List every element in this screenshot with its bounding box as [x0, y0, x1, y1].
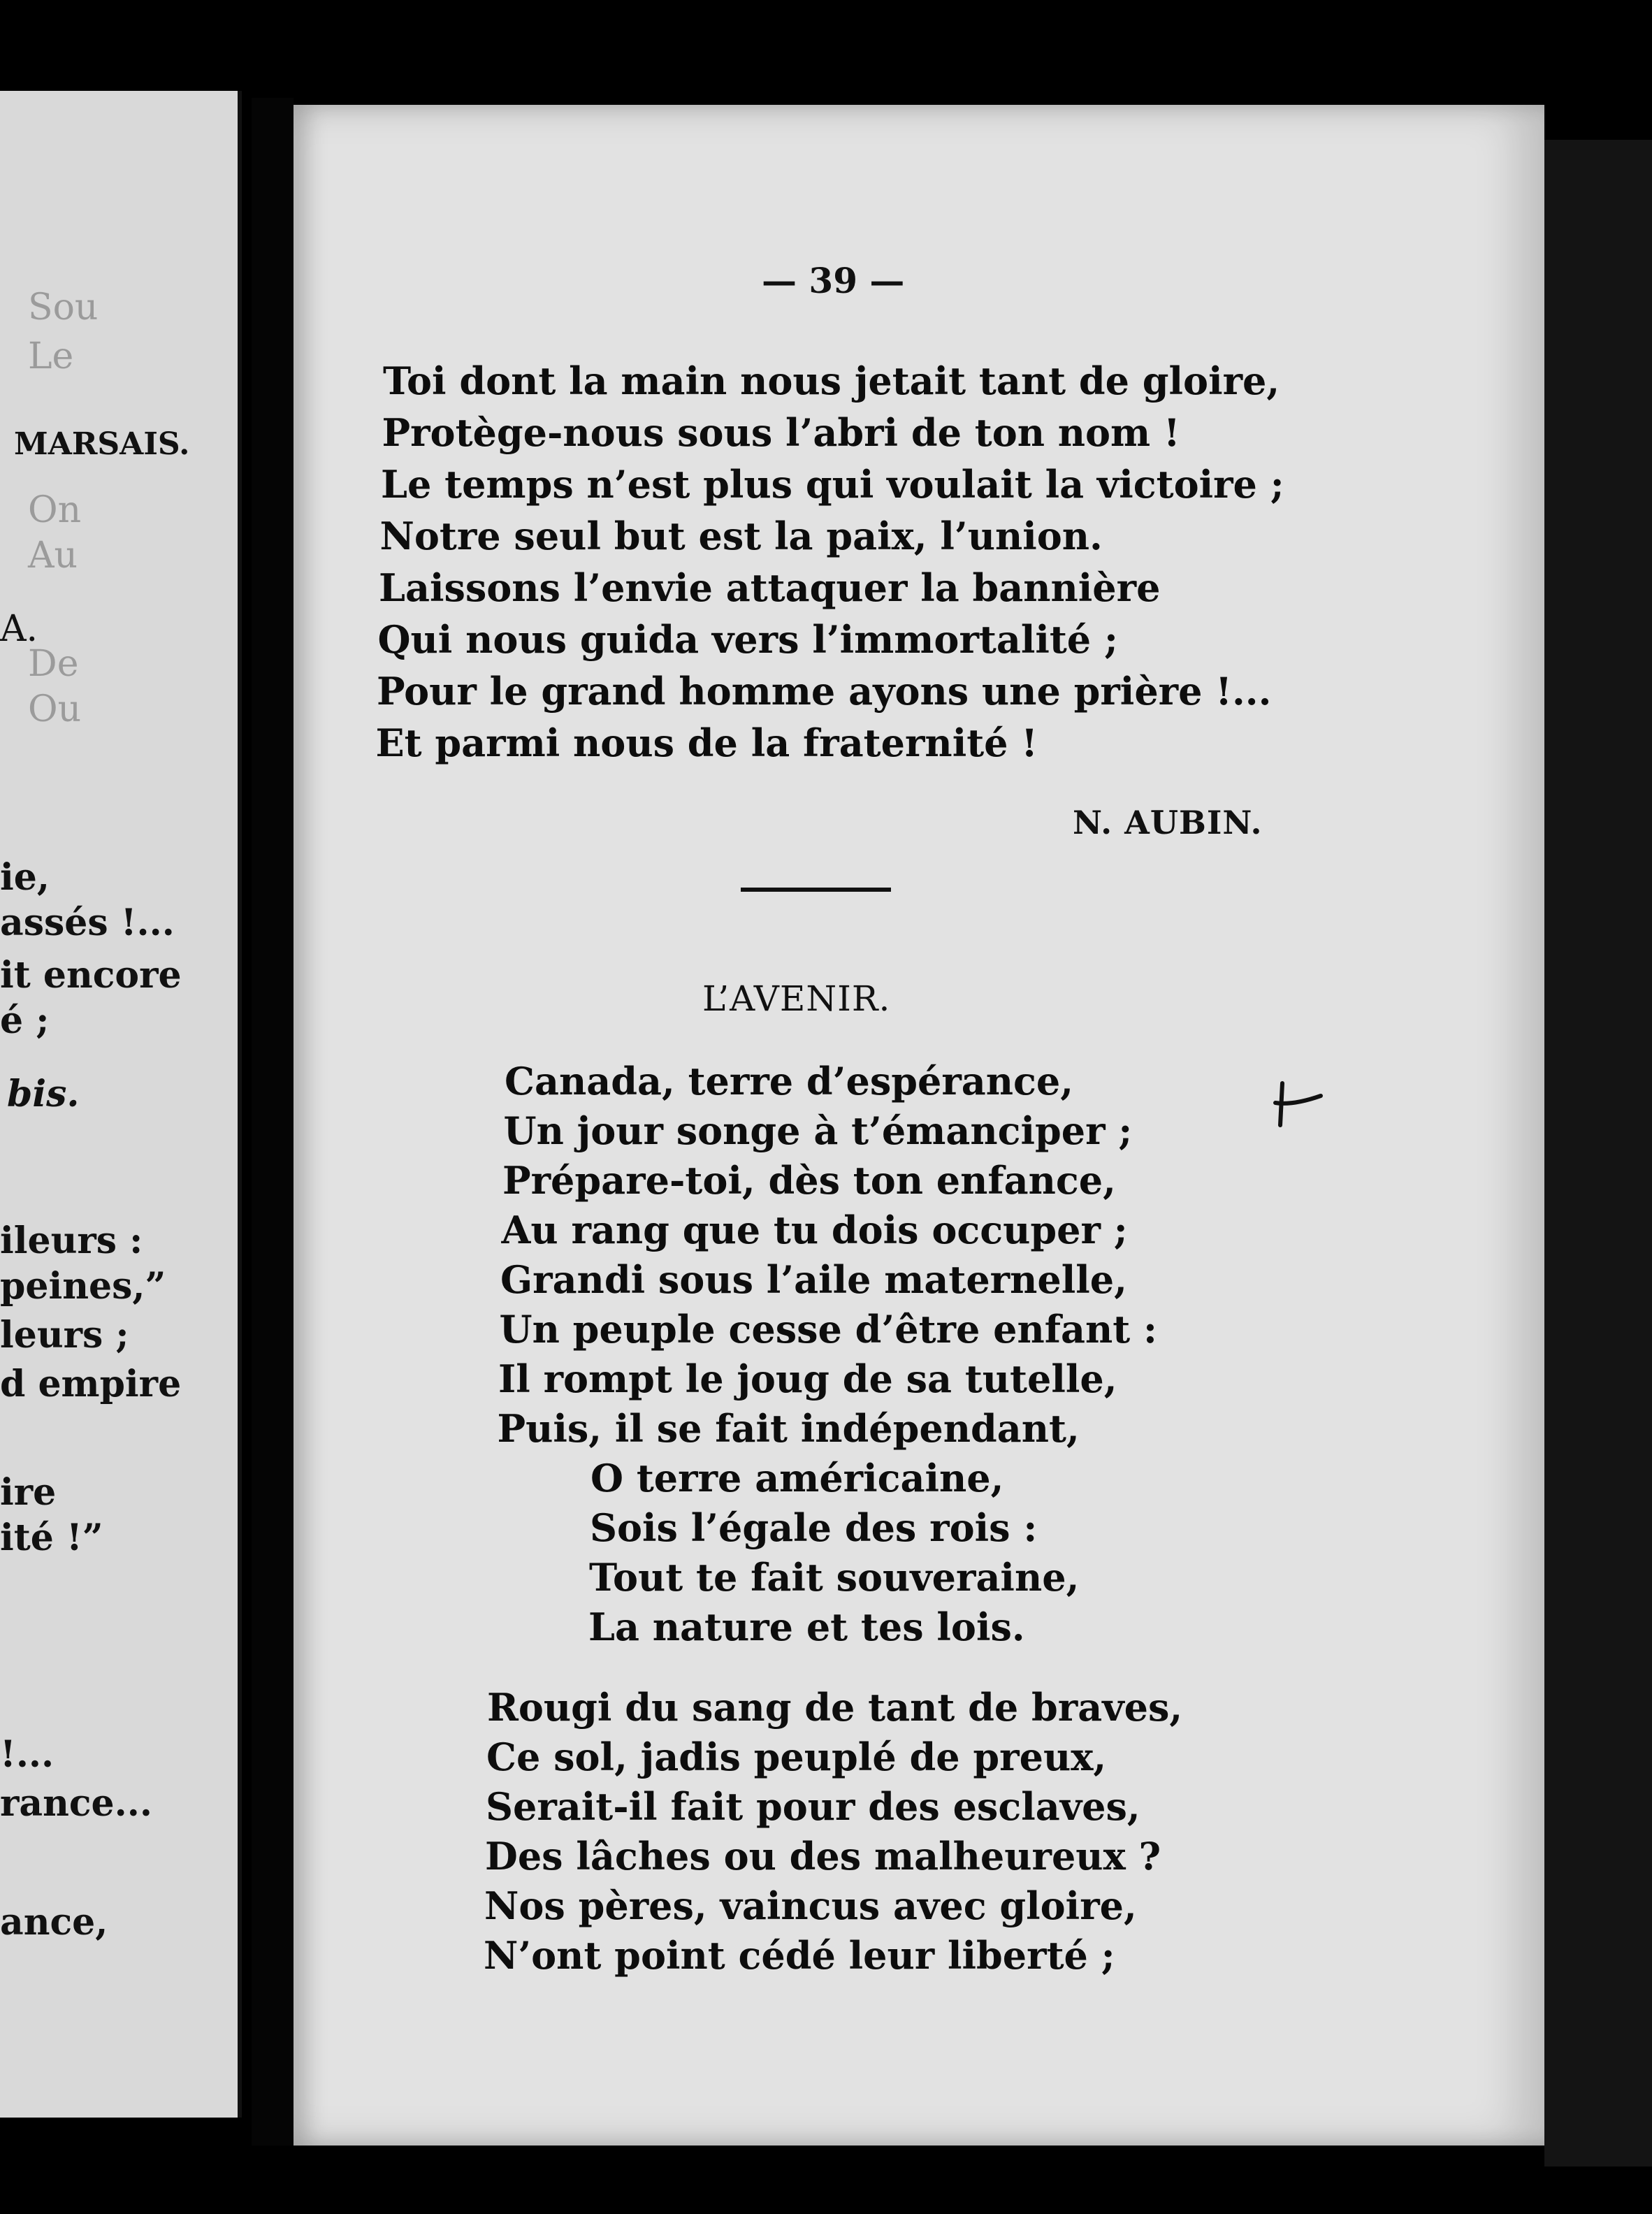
left-page-line: d empire	[0, 1363, 182, 1405]
stanza-1-line: Laissons l’envie attaquer la bannière	[379, 565, 1161, 610]
refrain-line: La nature et tes lois.	[588, 1605, 1025, 1649]
left-page-line: A.	[0, 608, 38, 650]
stanza-2-line: Un jour songe à t’émanciper ;	[503, 1108, 1133, 1153]
left-page-line: leurs ;	[0, 1314, 129, 1356]
refrain-line: Sois l’égale des rois :	[590, 1505, 1038, 1550]
stanza-1-line: Protège-nous sous l’abri de ton nom !	[382, 410, 1180, 455]
stanza-1-line: Toi dont la main nous jetait tant de gloire,	[383, 359, 1280, 403]
section-divider	[741, 888, 891, 892]
stanza-2-line: Prépare-toi, dès ton enfance,	[502, 1158, 1116, 1203]
left-page-line: !...	[0, 1733, 55, 1776]
left-page-line: MARSAIS.	[14, 426, 190, 462]
stanza-1-line: Et parmi nous de la fraternité !	[375, 721, 1038, 765]
left-page-line: Ou	[28, 688, 82, 730]
author-signature: N. AUBIN.	[1073, 804, 1263, 841]
stanza-2-line: Grandi sous l’aile maternelle,	[500, 1257, 1127, 1302]
stanza-3-line: Ce sol, jadis peuplé de preux,	[486, 1735, 1107, 1779]
left-page-line: ie,	[0, 856, 50, 899]
left-page-line: Sou	[28, 287, 99, 328]
left-page-line: ance,	[0, 1901, 108, 1944]
stanza-2-line: Il rompt le joug de sa tutelle,	[498, 1356, 1117, 1401]
left-page-line: assés !...	[0, 902, 175, 944]
refrain-line: O terre américaine,	[590, 1456, 1004, 1500]
stanza-1-line: Le temps n’est plus qui voulait la victoire ;	[381, 462, 1284, 507]
left-page-line: rance...	[0, 1782, 152, 1825]
left-page-line: peines,”	[0, 1265, 166, 1308]
stanza-2-line: Canada, terre d’espérance,	[505, 1059, 1074, 1104]
stanza-1-line: Notre seul but est la paix, l’union.	[379, 514, 1103, 558]
stanza-1-line: Qui nous guida vers l’immortalité ;	[377, 617, 1118, 662]
stanza-1-line: Pour le grand homme ayons une prière !...	[377, 669, 1272, 714]
left-page-line: it encore	[0, 954, 182, 997]
handwritten-cross-mark	[1265, 1076, 1328, 1139]
scan-edge	[1544, 140, 1652, 2166]
stanza-3-line: Rougi du sang de tant de braves,	[487, 1685, 1183, 1730]
left-page-line: ire	[0, 1471, 57, 1514]
left-page-line: De	[28, 643, 79, 685]
stanza-3-line: Serait-il fait pour des esclaves,	[486, 1784, 1140, 1829]
left-page-line: ileurs :	[0, 1220, 143, 1262]
stanza-3-line: N’ont point cédé leur liberté ;	[484, 1933, 1115, 1978]
book-spine	[252, 98, 294, 2146]
stanza-2-line: Puis, il se fait indépendant,	[497, 1406, 1080, 1451]
left-page-line: ité !”	[0, 1517, 103, 1559]
stanza-3-line: Des lâches ou des malheureux ?	[485, 1834, 1161, 1879]
left-page-line: bis.	[7, 1073, 80, 1115]
stanza-2-line: Un peuple cesse d’être enfant :	[499, 1307, 1157, 1352]
stanza-2-line: Au rang que tu dois occuper ;	[501, 1208, 1128, 1252]
left-page-line: On	[28, 489, 82, 531]
stanza-3-line: Nos pères, vaincus avec gloire,	[484, 1883, 1137, 1928]
refrain-line: Tout te fait souveraine,	[589, 1555, 1080, 1600]
left-page-line: Le	[28, 335, 74, 377]
poem-title: L’AVENIR.	[702, 978, 891, 1019]
left-page-fragment	[0, 91, 242, 2118]
page-number: — 39 —	[762, 260, 905, 301]
left-page-line: Au	[28, 535, 78, 577]
left-page-line: é ;	[0, 999, 50, 1042]
